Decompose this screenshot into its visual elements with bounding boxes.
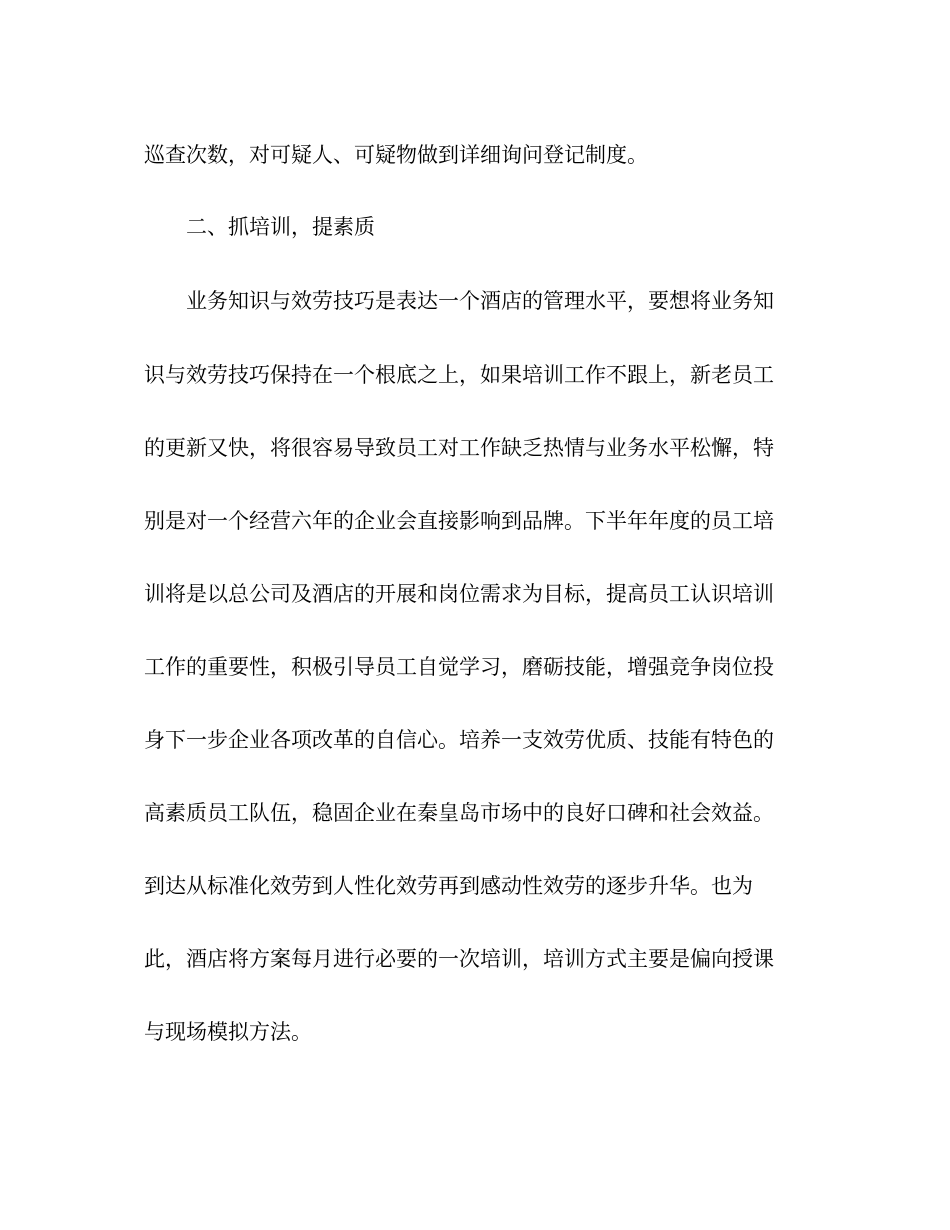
text-line-12: 此，酒店将方案每月进行必要的一次培训，培训方式主要是偏向授课 xyxy=(144,947,774,971)
text-line-5: 的更新又快，将很容易导致员工对工作缺乏热情与业务水平松懈，特 xyxy=(144,436,774,460)
text-line-1: 巡查次数，对可疑人、可疑物做到详细询问登记制度。 xyxy=(144,143,648,167)
text-line-10: 高素质员工队伍，稳固企业在秦皇岛市场中的良好口碑和社会效益。 xyxy=(144,801,774,825)
text-line-8: 工作的重要性，积极引导员工自觉学习，磨砺技能，增强竞争岗位投 xyxy=(144,655,774,679)
section-heading: 二、抓培训，提素质 xyxy=(144,215,375,239)
text-line-4: 识与效劳技巧保持在一个根底之上，如果培训工作不跟上，新老员工 xyxy=(144,363,774,387)
text-line-11: 到达从标准化效劳到人性化效劳再到感动性效劳的逐步升华。也为 xyxy=(144,874,753,898)
text-line-7: 训将是以总公司及酒店的开展和岗位需求为目标，提高员工认识培训 xyxy=(144,582,774,606)
text-line-3: 业务知识与效劳技巧是表达一个酒店的管理水平，要想将业务知 xyxy=(144,289,774,313)
text-line-9: 身下一步企业各项改革的自信心。培养一支效劳优质、技能有特色的 xyxy=(144,728,774,752)
text-line-13: 与现场模拟方法。 xyxy=(144,1020,312,1044)
text-line-6: 别是对一个经营六年的企业会直接影响到品牌。下半年年度的员工培 xyxy=(144,509,774,533)
